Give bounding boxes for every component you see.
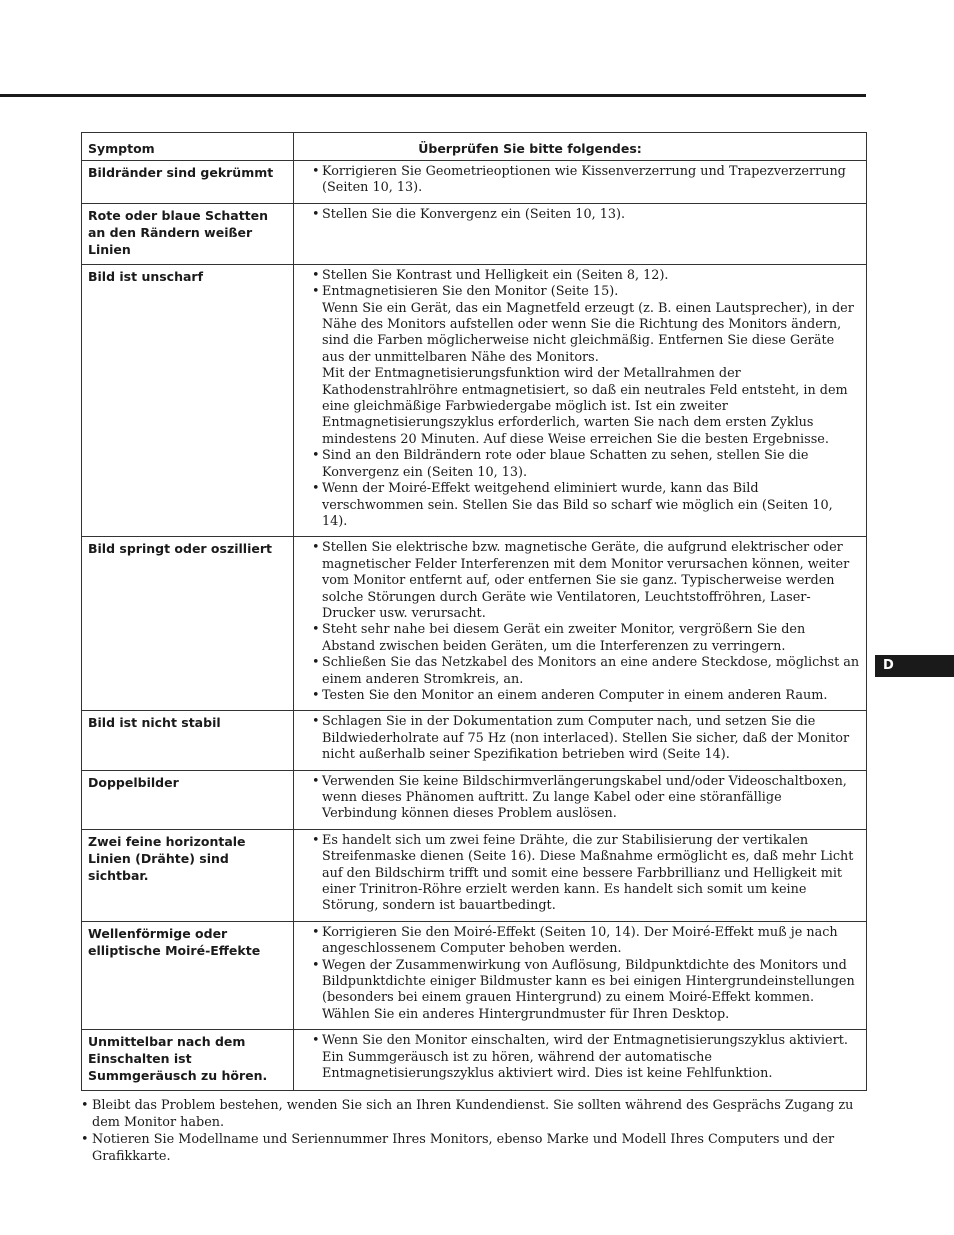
check-list [294,714,860,763]
check-list [294,1033,860,1082]
check-item: • Stellen Sie die Konvergenz ein (Seiten 10, 13). [294,207,860,223]
check-item: • Korrigieren Sie Geometrieoptionen wie Kissenverzerrung und Trapezverzerrung (Seiten 10, 13). [294,164,860,197]
check-item: • Stellen Sie elektrische bzw. magnetische Geräte, die aufgrund elektrischer oder magnetischer Felder Interferenzen mit dem Monitor verursachen können, weiter vom Monitor entfernt auf, oder entfernen Sie sie ganz. Typischerweise werden solche Störungen durch Geräte wie Ventilatoren, Leuchtstoffröhren, Laser-Drucker usw. verursacht. [294,540,860,622]
table-row [82,1030,867,1091]
symptom-cell: Wellenförmige oder elliptische Moiré-Effekte [82,921,294,1029]
check-cell [294,829,867,921]
notes-list [81,1097,866,1165]
table-row [82,537,867,711]
check-list [294,540,860,704]
footer-notes [81,1097,866,1165]
table-row [82,161,867,204]
symptom-cell: Bild ist unscharf [82,264,294,537]
header-rule [0,94,866,97]
note-item: • Notieren Sie Modellname und Seriennummer Ihres Monitors, ebenso Marke und Modell Ihres Computers und der Grafikkarte. [81,1131,866,1165]
check-cell [294,1030,867,1091]
check-list [294,774,860,823]
check-item: • Wenn Sie den Monitor einschalten, wird der Entmagnetisierungszyklus aktiviert. Ein Summgeräusch ist zu hören, während der automatische Entmagnetisierungszyklus aktiviert wird. Dies ist keine Fehlfunktion. [294,1033,860,1082]
check-cell [294,264,867,537]
check-cell [294,203,867,264]
check-item: • Wegen der Zusammenwirkung von Auflösung, Bildpunktdichte des Monitors und Bildpunktdichte einiger Bildmuster kann es bei einigen Hintergrundeinstellungen (besonders bei einem grauen Hintergrund) zu einem Moiré-Effekt kommen. Wählen Sie ein anderes Hintergrundmuster für Ihren Desktop. [294,958,860,1024]
check-item: • Steht sehr nahe bei diesem Gerät ein zweiter Monitor, vergrößern Sie den Abstand zwischen beiden Geräten, um die Interferenzen zu verringern. [294,622,860,655]
symptom-cell: Doppelbilder [82,770,294,829]
check-item: • Verwenden Sie keine Bildschirmverlängerungskabel und/oder Videoschaltboxen, wenn dieses Phänomen auftritt. Zu lange Kabel oder eine störanfällige Verbindung können dieses Problem auslösen. [294,774,860,823]
check-list [294,268,860,531]
symptom-cell: Zwei feine horizontale Linien (Drähte) sind sichtbar. [82,829,294,921]
check-item: • Schlagen Sie in der Dokumentation zum Computer nach, und setzen Sie die Bildwiederholrate auf 75 Hz (non interlaced). Stellen Sie sicher, daß der Monitor nicht außerhalb seiner Spezifikation betrieben wird (Seite 14). [294,714,860,763]
check-list [294,925,860,1023]
symptom-cell: Rote oder blaue Schatten an den Rändern weißer Linien [82,203,294,264]
table-row [82,264,867,537]
symptom-column-header: Symptom [82,133,294,161]
check-item: • Testen Sie den Monitor an einem anderen Computer in einem anderen Raum. [294,688,860,704]
troubleshooting-table [81,132,867,1091]
table-body [82,161,867,1091]
symptom-cell: Bild springt oder oszilliert [82,537,294,711]
check-list [294,164,860,197]
symptom-cell: Bild ist nicht stabil [82,711,294,770]
check-cell [294,711,867,770]
check-item: • Sind an den Bildrändern rote oder blaue Schatten zu sehen, stellen Sie die Konvergenz ein (Seiten 10, 13). [294,448,860,481]
table-row [82,829,867,921]
language-tab: D [875,655,954,677]
table-row [82,711,867,770]
check-list [294,207,860,223]
check-cell [294,161,867,204]
check-item: • Wenn der Moiré-Effekt weitgehend eliminiert wurde, kann das Bild verschwommen sein. Stellen Sie das Bild so scharf wie möglich ein (Seiten 10, 14). [294,481,860,530]
check-cell [294,537,867,711]
table-header-row [82,133,867,161]
check-item: • Korrigieren Sie den Moiré-Effekt (Seiten 10, 14). Der Moiré-Effekt muß je nach angeschlossenem Computer behoben werden. [294,925,860,958]
table-row [82,921,867,1029]
symptom-cell: Bildränder sind gekrümmt [82,161,294,204]
table-row [82,770,867,829]
check-cell [294,921,867,1029]
check-column-header: Überprüfen Sie bitte folgendes: [294,133,867,161]
check-item: • Entmagnetisieren Sie den Monitor (Seite 15). Wenn Sie ein Gerät, das ein Magnetfeld erzeugt (z. B. einen Lautsprecher), in der Nähe des Monitors aufstellen oder wenn Sie die Richtung des Monitors ändern, sind die Farben möglicherweise nicht gleichmäßig. Entfernen Sie diese Geräte aus der unmittelbaren Nähe des Monitors. Mit der Entmagnetisierungsfunktion wird der Metallrahmen der Kathodenstrahlröhre entmagnetisiert, so daß ein neutrales Feld entsteht, in dem eine gleichmäßige Farbwiedergabe möglich ist. Ist ein zweiter Entmagnetisierungszyklus erforderlich, warten Sie nach dem ersten Zyklus mindestens 20 Minuten. Auf diese Weise erreichen Sie die besten Ergebnisse. [294,284,860,448]
check-cell [294,770,867,829]
note-item: • Bleibt das Problem bestehen, wenden Sie sich an Ihren Kundendienst. Sie sollten während des Gesprächs Zugang zu dem Monitor haben. [81,1097,866,1131]
symptom-cell: Unmittelbar nach dem Einschalten ist Summgeräusch zu hören. [82,1030,294,1091]
check-item: • Es handelt sich um zwei feine Drähte, die zur Stabilisierung der vertikalen Streifenmaske dienen (Seite 16). Diese Maßnahme ermöglicht es, daß mehr Licht auf den Bildschirm trifft und somit eine bessere Farbbrillianz und Helligkeit mit einer Trinitron-Röhre erzielt werden kann. Es handelt sich somit um keine Störung, sondern ist bauartbedingt. [294,833,860,915]
check-list [294,833,860,915]
check-item: • Stellen Sie Kontrast und Helligkeit ein (Seiten 8, 12). [294,268,860,284]
check-item: • Schließen Sie das Netzkabel des Monitors an eine andere Steckdose, möglichst an einem anderen Stromkreis, an. [294,655,860,688]
table-row [82,203,867,264]
